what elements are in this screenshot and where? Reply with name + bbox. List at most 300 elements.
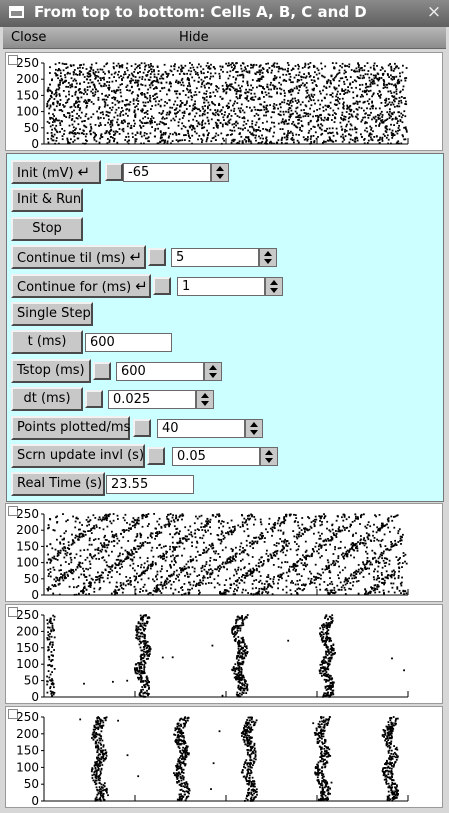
scrn-update-checkbox[interactable] [147,447,165,465]
spike-point [206,96,208,98]
spike-point [350,524,352,526]
spike-point [313,533,315,535]
spike-point [320,134,322,136]
spike-point [225,579,227,581]
spike-point [323,517,325,519]
spike-point [221,593,223,595]
spike-point [243,70,245,72]
spike-point [109,140,111,142]
spike-point [305,77,307,79]
spike-point [361,136,363,138]
spike-point [147,101,149,103]
spike-point [271,70,273,72]
spike-point [286,136,288,138]
spike-point [214,568,216,570]
spike-point [251,110,253,112]
spike-point [276,142,278,144]
spike-point [157,590,159,592]
continue-til-button[interactable]: Continue til (ms) ↵ [11,245,146,269]
spike-point [240,542,242,544]
spike-point [234,130,236,132]
spike-point [255,587,257,589]
spike-point [382,114,384,116]
close-window-icon[interactable]: × [426,2,442,22]
spike-point [222,66,224,68]
spike-point [332,529,334,531]
spike-point [396,88,398,90]
spike-point [167,75,169,77]
spike-point [379,544,381,546]
spike-point [209,564,211,566]
stop-button[interactable]: Stop [11,217,83,241]
spike-point [210,568,212,570]
spike-point [179,546,181,548]
spike-point [98,538,100,540]
spike-point [401,585,403,587]
scrn-update-field[interactable]: 0.05 [172,447,260,466]
spike-point [261,556,263,558]
spike-point [212,515,214,517]
spike-point [191,536,193,538]
spike-point [138,80,140,82]
spike-point [82,143,84,145]
spike-point [89,538,91,540]
spike-point [308,67,310,69]
spike-point [173,118,175,120]
spike-point [172,133,174,135]
spike-point [314,80,316,82]
spike-point [373,576,375,578]
spike-point [396,118,398,120]
tstop-button[interactable]: Tstop (ms) [11,359,91,383]
spike-point [131,521,133,523]
spike-point [325,549,327,551]
points-plotted-button[interactable]: Points plotted/ms [11,416,130,440]
spike-point [60,552,62,554]
spike-point [202,580,204,582]
spike-point [170,588,172,590]
spike-point [215,139,217,141]
spike-point [367,537,369,539]
spike-point [273,88,275,90]
spike-point [237,90,239,92]
spike-point [106,544,108,546]
real-time-field[interactable]: 23.55 [106,475,194,494]
spike-point [388,98,390,100]
spike-point [159,518,161,520]
spike-point [327,132,329,134]
spike-point [286,580,288,582]
spike-point [229,89,231,91]
spike-point [223,119,225,121]
spike-point [128,103,130,105]
spike-point [302,589,304,591]
spike-point [216,514,218,516]
spike-point [120,559,122,561]
spike-point [203,550,205,552]
spike-point [65,67,67,69]
spike-point [75,521,77,523]
spike-point [169,107,171,109]
spike-point [52,113,54,115]
spike-point [193,581,195,583]
spike-point [226,568,228,570]
spike-point [170,555,172,557]
spike-point [79,128,81,130]
spike-point [255,565,257,567]
spike-point [79,101,81,103]
spike-point [150,118,152,120]
spike-point [188,70,190,72]
spike-point [293,141,295,143]
spike-point [119,567,121,569]
spike-point [312,96,314,98]
spike-point [252,583,254,585]
spike-point [152,579,154,581]
tstop-field[interactable]: 600 [116,362,204,381]
continue-for-button[interactable]: Continue for (ms) ↵ [11,274,151,298]
spike-point [314,140,316,142]
spike-point [189,85,191,87]
spike-point [353,97,355,99]
spike-point [398,67,400,69]
spike-point [144,66,146,68]
spike-point [354,575,356,577]
spike-point [207,530,209,532]
spike-point [194,80,196,82]
spike-point [141,579,143,581]
spike-point [116,65,118,67]
spike-point [192,110,194,112]
spike-point [304,564,306,566]
spike-point [285,111,287,113]
spike-point [306,550,308,552]
spike-point [402,590,404,592]
graph-cell-a[interactable] [5,52,443,151]
spike-point [353,103,355,105]
spike-point [195,536,197,538]
spike-point [241,68,243,70]
spike-point [233,593,235,595]
spike-point [213,559,215,561]
spike-point [132,136,134,138]
init-spinner-icon[interactable] [211,163,229,182]
spike-point [323,141,325,143]
spike-point [239,116,241,118]
spike-point [209,521,211,523]
continue-for-checkbox[interactable] [153,277,171,295]
spike-point [295,590,297,592]
hide-menu-item[interactable]: Hide [179,30,209,45]
spike-point [232,86,234,88]
spike-point [377,575,379,577]
tstop-spinner-icon[interactable] [204,362,222,381]
spike-point [385,562,387,564]
spike-point [185,539,187,541]
dt-field[interactable]: 0.025 [108,390,196,409]
spike-point [340,136,342,138]
spike-point [241,104,243,106]
spike-point [370,82,372,84]
spike-point [135,577,137,579]
spike-point [63,580,65,582]
spike-point [398,575,400,577]
spike-point [168,73,170,75]
points-plotted-field[interactable]: 40 [157,419,245,438]
spike-point [252,67,254,69]
spike-point [169,99,171,101]
spike-point [241,74,243,76]
spike-point [155,104,157,106]
spike-point [296,113,298,115]
spike-point [227,590,229,592]
points-plotted-spinner-icon[interactable] [245,419,263,438]
spike-point [398,530,400,532]
spike-point [154,136,156,138]
spike-point [180,104,182,106]
spike-point [154,74,156,76]
spike-point [347,580,349,582]
spike-point [54,121,56,123]
spike-point [162,558,164,560]
spike-point [190,67,192,69]
graph-cell-b[interactable] [5,503,443,602]
title-bar [0,0,449,27]
spike-point [129,577,131,579]
spike-point [288,568,290,570]
spike-point [212,572,214,574]
spike-point [59,93,61,95]
real-time-button[interactable]: Real Time (s) [11,472,105,496]
spike-point [239,97,241,99]
spike-point [385,102,387,104]
spike-point [117,100,119,102]
spike-point [380,94,382,96]
spike-point [264,537,266,539]
spike-point [204,87,206,89]
spike-point [204,577,206,579]
spike-point [203,93,205,95]
spike-point [200,66,202,68]
spike-point [295,134,297,136]
spike-point [68,94,70,96]
spike-point [149,66,151,68]
close-menu-item[interactable]: Close [11,30,47,45]
spike-point [348,121,350,123]
dt-button[interactable]: dt (ms) [11,387,83,411]
spike-point [145,122,147,124]
spike-point [259,103,261,105]
spike-point [366,547,368,549]
spike-point [154,76,156,78]
spike-point [378,566,380,568]
spike-point [351,87,353,89]
spike-point [178,67,180,69]
spike-point [389,108,391,110]
spike-point [262,591,264,593]
spike-point [88,593,90,595]
spike-point [59,109,61,111]
spike-point [364,142,366,144]
spike-point [259,66,261,68]
spike-point [250,142,252,144]
spike-point [122,101,124,103]
spike-point [164,105,166,107]
spike-point [124,71,126,73]
window-icon[interactable] [9,6,24,18]
continue-for-spinner-icon[interactable] [265,277,283,296]
spike-point [143,515,145,517]
spike-point [377,571,379,573]
spike-point [171,107,173,109]
spike-point [373,75,375,77]
spike-point [360,133,362,135]
spike-point [201,537,203,539]
spike-point [260,534,262,536]
spike-point [99,142,101,144]
spike-point [219,565,221,567]
spike-point [168,114,170,116]
spike-point [91,532,93,534]
init-button[interactable]: Init (mV) ↵ [11,160,101,184]
continue-til-field[interactable]: 5 [171,248,259,267]
spike-point [364,526,366,528]
spike-point [248,515,250,517]
spike-point [299,129,301,131]
spike-point [375,561,377,563]
spike-point [74,537,76,539]
spike-point [119,115,121,117]
t-button[interactable]: t (ms) [11,330,83,354]
scrn-update-button[interactable]: Scrn update invl (s) [11,444,145,468]
spike-point [256,570,258,572]
spike-point [257,541,259,543]
spike-point [316,576,318,578]
y-tick-label: 250 [16,608,39,622]
graph-cell-c[interactable] [5,604,443,704]
spike-point [124,519,126,521]
points-plotted-checkbox[interactable] [133,419,151,437]
spike-point [394,106,396,108]
spike-point [310,582,312,584]
spike-point [265,91,267,93]
spike-point [133,71,135,73]
spike-point [151,68,153,70]
spike-point [192,566,194,568]
spike-point [107,112,109,114]
spike-point [85,113,87,115]
spike-point [225,63,227,65]
spike-point [132,79,134,81]
spike-point [117,115,119,117]
spike-point [139,65,141,67]
spike-point [90,583,92,585]
spike-point [359,573,361,575]
spike-point [343,102,345,104]
spike-point [396,142,398,144]
spike-point [261,565,263,567]
spike-point [232,62,234,64]
spike-point [313,76,315,78]
continue-til-checkbox[interactable] [148,248,166,266]
spike-point [179,82,181,84]
spike-point [405,103,407,105]
spike-point [356,116,358,118]
spike-point [49,108,51,110]
spike-point [71,95,73,97]
spike-point [268,583,270,585]
spike-point [385,100,387,102]
spike-point [186,102,188,104]
spike-point [315,579,317,581]
spike-point [252,594,254,596]
spike-point [209,68,211,70]
spike-point [271,96,273,98]
spike-point [168,135,170,137]
spike-point [59,82,61,84]
continue-for-field[interactable]: 1 [177,277,265,296]
dt-spinner-icon[interactable] [196,390,214,409]
spike-point [204,99,206,101]
spike-point [262,86,264,88]
scrn-update-spinner-icon[interactable] [260,447,278,466]
spike-point [147,89,149,91]
spike-point [403,110,405,112]
spike-point [190,531,192,533]
init-value-field[interactable]: -65 [123,163,211,182]
dt-checkbox[interactable] [85,390,103,408]
spike-point [120,92,122,94]
spike-point [304,562,306,564]
spike-point [201,86,203,88]
spike-point [93,591,95,593]
spike-point [58,120,60,122]
spike-point [152,66,154,68]
spike-point [327,538,329,540]
spike-point [332,62,334,64]
spike-point [79,67,81,69]
tstop-checkbox[interactable] [93,362,111,380]
spike-point [344,65,346,67]
spike-point [67,112,69,114]
spike-point [291,99,293,101]
spike-point [218,553,220,555]
spike-point [405,101,407,103]
spike-point [331,581,333,583]
init-run-button[interactable]: Init & Run [11,188,83,212]
spike-point [137,108,139,110]
spike-point [284,519,286,521]
spike-point [182,117,184,119]
spike-point [189,582,191,584]
single-step-button[interactable]: Single Step [11,302,93,326]
continue-til-spinner-icon[interactable] [259,248,277,267]
spike-point [147,557,149,559]
t-value-field[interactable]: 600 [85,333,172,352]
spike-point [51,132,53,134]
spike-point [150,73,152,75]
spike-point [202,120,204,122]
spike-point [274,126,276,128]
init-checkbox[interactable] [105,163,123,181]
spike-point [393,527,395,529]
spike-point [374,83,376,85]
spike-point [173,564,175,566]
spike-point [342,136,344,138]
spike-point [99,527,101,529]
spike-point [214,109,216,111]
spike-point [49,66,51,68]
